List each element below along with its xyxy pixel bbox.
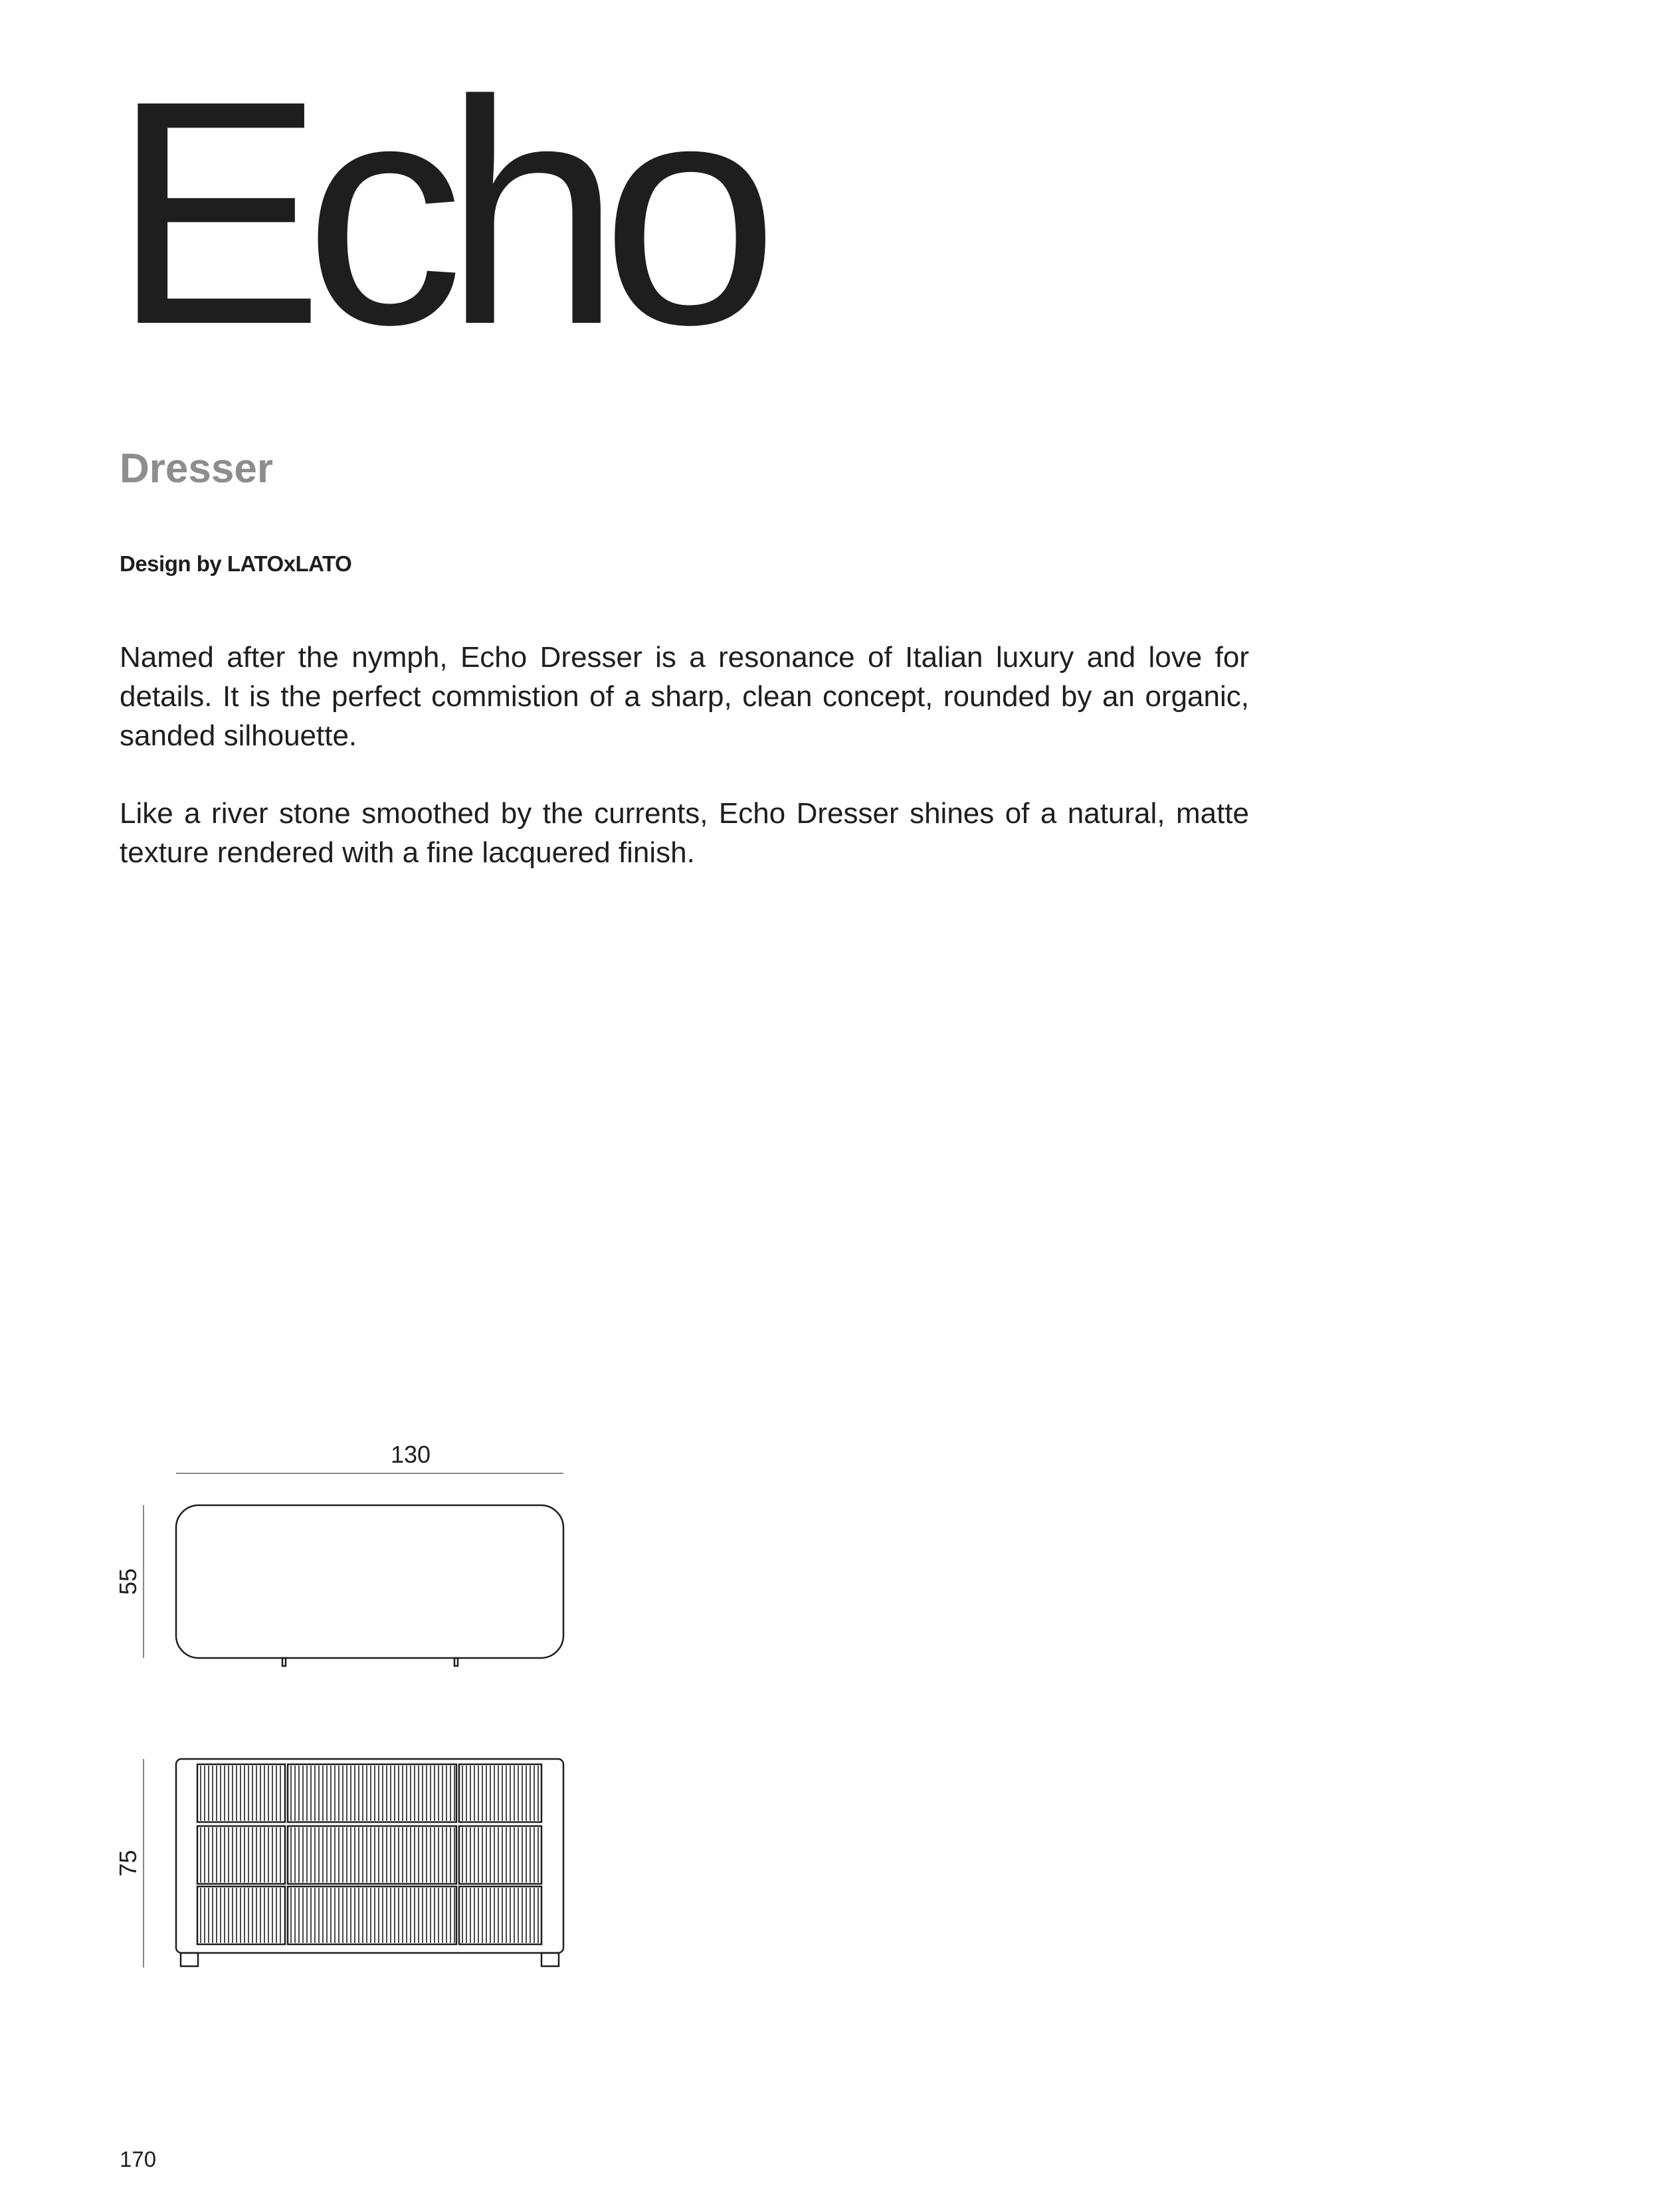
designer-credit: Design by LATOxLATO xyxy=(120,551,352,576)
drawer-front xyxy=(288,1826,456,1884)
handle-right xyxy=(454,1658,458,1666)
drawer-front xyxy=(288,1887,456,1944)
drawer-front xyxy=(288,1764,456,1822)
product-type: Dresser xyxy=(120,446,273,492)
description-paragraph-2: Like a river stone smoothed by the currents, Echo Dresser shines of a natural, matte texture rendered with a fine lacquered finish. xyxy=(120,797,1249,869)
dresser-front-body xyxy=(176,1759,563,1953)
height-dimension-label: 75 xyxy=(114,1849,142,1877)
description-paragraph-1: Named after the nymph, Echo Dresser is a resonance of Italian luxury and love for details. It is the perfect commistion of a sharp, clean concept, rounded by an organic, sanded silhouette. xyxy=(120,641,1249,752)
top-view-drawing xyxy=(144,1473,563,1666)
handle-left xyxy=(282,1658,286,1666)
front-view-drawing xyxy=(144,1759,563,1968)
drawer-front xyxy=(459,1887,541,1944)
page-number: 170 xyxy=(120,2147,157,2171)
drawer-front xyxy=(459,1764,541,1822)
drawer-front xyxy=(459,1826,541,1884)
depth-dimension-label: 55 xyxy=(114,1568,142,1596)
dresser-top-outline xyxy=(176,1505,563,1658)
foot-left xyxy=(181,1953,198,1966)
width-dimension-label: 130 xyxy=(390,1441,431,1468)
product-title: Echo xyxy=(112,34,759,391)
drawer-grid xyxy=(197,1764,541,1944)
foot-right xyxy=(541,1953,559,1966)
